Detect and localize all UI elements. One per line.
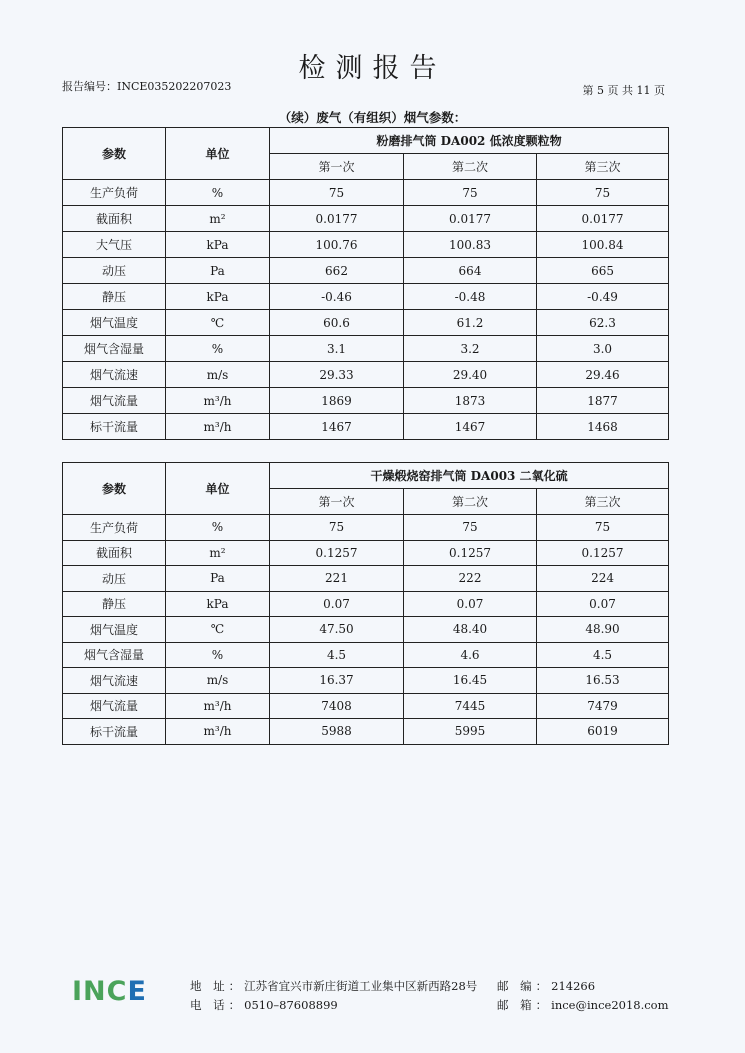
table-row — [63, 362, 669, 388]
unit-cell: m² — [166, 206, 270, 232]
param-cell: 烟气流量 — [63, 693, 166, 719]
unit-cell: Pa — [166, 566, 270, 592]
run-3-value: 29.46 — [537, 362, 669, 388]
run-3-value: 0.0177 — [537, 206, 669, 232]
run-3-value: 0.07 — [537, 591, 669, 617]
run-3-value: 1877 — [537, 388, 669, 414]
unit-cell: m³/h — [166, 388, 270, 414]
address-value: 江苏省宜兴市新庄街道工业集中区新西路28号 — [244, 979, 478, 993]
table-row — [63, 693, 669, 719]
section-title: （续）废气（有组织）烟气参数： — [278, 110, 467, 125]
email-value: ince@ince2018.com — [551, 998, 669, 1012]
run-2-value: 7445 — [404, 693, 537, 719]
table-row — [63, 668, 669, 694]
group-header: 粉磨排气筒 DA002 低浓度颗粒物 — [270, 128, 669, 154]
run-1-value: 662 — [270, 258, 404, 284]
col-header-param: 参数 — [63, 463, 166, 515]
flue-gas-table-da002 — [62, 127, 669, 440]
run-3-value: 1468 — [537, 414, 669, 440]
company-logo — [72, 976, 147, 1007]
postcode-value: 214266 — [551, 979, 596, 993]
param-cell: 烟气流速 — [63, 362, 166, 388]
run-1-value: 1467 — [270, 414, 404, 440]
table-row — [63, 540, 669, 566]
group-header: 干燥煅烧窑排气筒 DA003 二氧化硫 — [270, 463, 669, 489]
run-1-value: 75 — [270, 180, 404, 206]
run-1-value: 5988 — [270, 719, 404, 745]
unit-cell: m/s — [166, 668, 270, 694]
col-header-unit: 单位 — [166, 463, 270, 515]
unit-cell: ℃ — [166, 310, 270, 336]
footer-address — [190, 978, 477, 994]
run-2-value: 61.2 — [404, 310, 537, 336]
param-cell: 标干流量 — [63, 719, 166, 745]
footer-postcode — [497, 978, 595, 994]
unit-cell: ℃ — [166, 617, 270, 643]
param-cell: 烟气温度 — [63, 310, 166, 336]
unit-cell: m³/h — [166, 414, 270, 440]
run-1-value: 100.76 — [270, 232, 404, 258]
unit-cell: kPa — [166, 284, 270, 310]
run-3-value: 7479 — [537, 693, 669, 719]
param-cell: 烟气流量 — [63, 388, 166, 414]
unit-cell: m/s — [166, 362, 270, 388]
table-row — [63, 414, 669, 440]
run-2-value: 664 — [404, 258, 537, 284]
phone-label: 电 话： — [190, 998, 245, 1012]
unit-cell: % — [166, 180, 270, 206]
table-row — [63, 642, 669, 668]
run-1-value: 3.1 — [270, 336, 404, 362]
table-row — [63, 591, 669, 617]
run-2-value: 222 — [404, 566, 537, 592]
run-2-value: 1873 — [404, 388, 537, 414]
param-cell: 截面积 — [63, 540, 166, 566]
table-row — [63, 617, 669, 643]
run-3-value: 4.5 — [537, 642, 669, 668]
run-1-value: 221 — [270, 566, 404, 592]
run-2-value: -0.48 — [404, 284, 537, 310]
run-2-value: 75 — [404, 515, 537, 541]
param-cell: 静压 — [63, 284, 166, 310]
unit-cell: % — [166, 336, 270, 362]
param-cell: 截面积 — [63, 206, 166, 232]
table-row — [63, 310, 669, 336]
report-title: 检测报告 — [298, 53, 447, 84]
email-label: 邮 箱： — [497, 998, 552, 1012]
page-number: 第 5 页 共 11 页 — [582, 84, 665, 97]
table-row — [63, 284, 669, 310]
run-1-value: 1869 — [270, 388, 404, 414]
logo-text: INC — [72, 976, 128, 1007]
run-3-value: 75 — [537, 515, 669, 541]
param-cell: 烟气流速 — [63, 668, 166, 694]
run-3-value: 100.84 — [537, 232, 669, 258]
run-1-value: 47.50 — [270, 617, 404, 643]
param-cell: 大气压 — [63, 232, 166, 258]
run-1-value: 4.5 — [270, 642, 404, 668]
run-3-value: 16.53 — [537, 668, 669, 694]
param-cell: 生产负荷 — [63, 180, 166, 206]
col-header-param: 参数 — [63, 128, 166, 180]
run-3-value: 224 — [537, 566, 669, 592]
run-2-value: 100.83 — [404, 232, 537, 258]
footer-email — [497, 997, 669, 1013]
param-cell: 静压 — [63, 591, 166, 617]
run-2-value: 29.40 — [404, 362, 537, 388]
run-3-value: 3.0 — [537, 336, 669, 362]
run-1-value: 60.6 — [270, 310, 404, 336]
run-3-value: 0.1257 — [537, 540, 669, 566]
report-number: 报告编号：INCE035202207023 — [62, 80, 232, 93]
run-2-value: 48.40 — [404, 617, 537, 643]
col-header-run-1: 第一次 — [270, 154, 404, 180]
run-1-value: 0.07 — [270, 591, 404, 617]
param-cell: 烟气温度 — [63, 617, 166, 643]
run-2-value: 0.1257 — [404, 540, 537, 566]
unit-cell: kPa — [166, 591, 270, 617]
run-1-value: 75 — [270, 515, 404, 541]
logo-accent: E — [127, 976, 147, 1007]
param-cell: 动压 — [63, 566, 166, 592]
col-header-run-2: 第二次 — [404, 154, 537, 180]
param-cell: 烟气含湿量 — [63, 336, 166, 362]
unit-cell: kPa — [166, 232, 270, 258]
postcode-label: 邮 编： — [497, 979, 552, 993]
table-row — [63, 232, 669, 258]
param-cell: 标干流量 — [63, 414, 166, 440]
run-2-value: 1467 — [404, 414, 537, 440]
run-1-value: 16.37 — [270, 668, 404, 694]
unit-cell: % — [166, 642, 270, 668]
run-2-value: 5995 — [404, 719, 537, 745]
table-row — [63, 388, 669, 414]
address-label: 地 址： — [190, 979, 245, 993]
run-3-value: 6019 — [537, 719, 669, 745]
param-cell: 烟气含湿量 — [63, 642, 166, 668]
table-row — [63, 719, 669, 745]
run-2-value: 3.2 — [404, 336, 537, 362]
unit-cell: m³/h — [166, 693, 270, 719]
unit-cell: m³/h — [166, 719, 270, 745]
run-2-value: 16.45 — [404, 668, 537, 694]
col-header-run-1: 第一次 — [270, 489, 404, 515]
param-cell: 动压 — [63, 258, 166, 284]
run-1-value: 29.33 — [270, 362, 404, 388]
table-row — [63, 258, 669, 284]
col-header-run-3: 第三次 — [537, 154, 669, 180]
run-3-value: 75 — [537, 180, 669, 206]
run-3-value: -0.49 — [537, 284, 669, 310]
run-2-value: 75 — [404, 180, 537, 206]
run-3-value: 665 — [537, 258, 669, 284]
run-1-value: 7408 — [270, 693, 404, 719]
run-3-value: 62.3 — [537, 310, 669, 336]
table-row — [63, 566, 669, 592]
table-row — [63, 180, 669, 206]
footer-phone — [190, 997, 338, 1013]
run-1-value: -0.46 — [270, 284, 404, 310]
run-3-value: 48.90 — [537, 617, 669, 643]
phone-value: 0510–87608899 — [244, 998, 338, 1012]
run-2-value: 4.6 — [404, 642, 537, 668]
unit-cell: % — [166, 515, 270, 541]
flue-gas-table-da003 — [62, 462, 669, 745]
run-1-value: 0.1257 — [270, 540, 404, 566]
table-row — [63, 515, 669, 541]
unit-cell: Pa — [166, 258, 270, 284]
col-header-run-3: 第三次 — [537, 489, 669, 515]
run-2-value: 0.07 — [404, 591, 537, 617]
unit-cell: m² — [166, 540, 270, 566]
table-row — [63, 336, 669, 362]
col-header-run-2: 第二次 — [404, 489, 537, 515]
col-header-unit: 单位 — [166, 128, 270, 180]
run-1-value: 0.0177 — [270, 206, 404, 232]
run-2-value: 0.0177 — [404, 206, 537, 232]
param-cell: 生产负荷 — [63, 515, 166, 541]
table-row — [63, 206, 669, 232]
